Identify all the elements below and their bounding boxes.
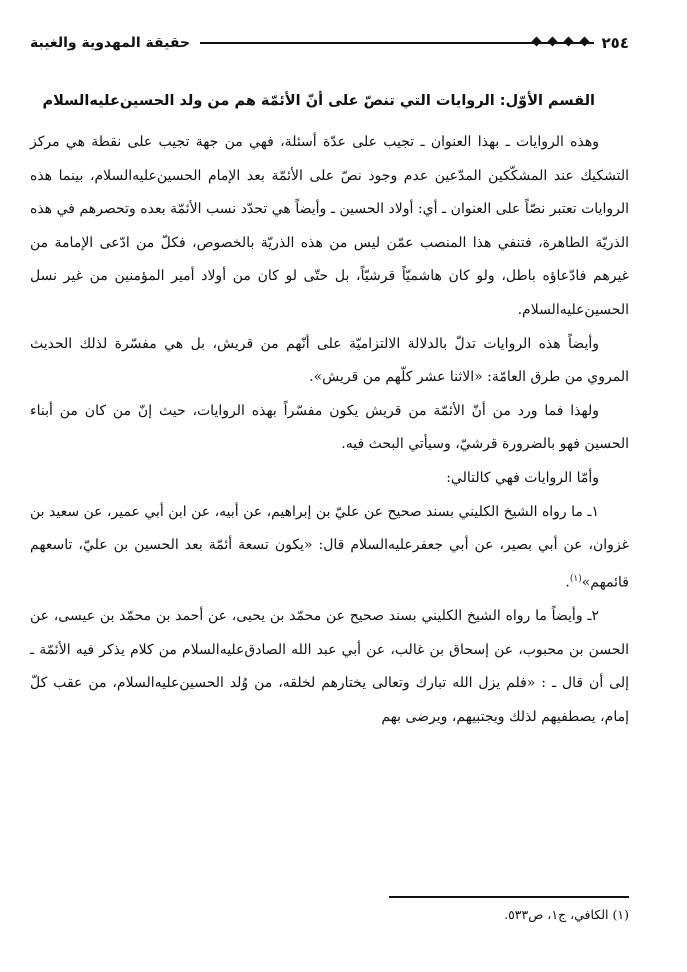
paragraph-5: ١ـ ما رواه الشيخ الكليني بسند صحيح عن عليّ بن إبراهيم، عن أبيه، عن ابن أبي عمير، عن سعيد بن غزوان، عن أبي بصير، عن أبي جعفر‌عليه‌السلام قال: «يكون تسعة أئمّة بعد الحسين بن عليّ، تاسعهم قائمهم»$^{(١)}$. bbox=[30, 503, 629, 591]
page-number: ٢٥٤ bbox=[601, 34, 629, 52]
page-header bbox=[30, 30, 629, 56]
footnote-marker: (١) bbox=[569, 573, 582, 584]
paragraph-1: وهذه الروايات ـ بهذا العنوان ـ تجيب على عدّة أسئلة، فهي من جهة تجيب على نقطة هي مركز التشكيك عند المشكّكين المدّعين عدم وجود نصّ على الأئمّة بعد الإمام الحسين‌عليه‌السلام، بينما هذه الروايات تعتبر نصّاً على العنوان ـ أي: أولاد الحسين ـ وأيضاً هي تحدّد نسب الأئمّة بعده وتحصرهم في هذه الذريّة الطاهرة، فتنفي هذا المنصب عمّن ليس من هذه الذريّة بالخصوص، فكلّ من ادّعى الإمامة من غيرهم فادّعاؤه باطل، ولو كان هاشميّاً قرشيّاً، بل حتّى لو كان من أولاد أمير المؤمنين من غير نسل الحسين‌عليه‌السلام. bbox=[30, 134, 629, 318]
header-rule bbox=[200, 42, 594, 44]
footnote-divider bbox=[389, 896, 629, 898]
paragraph-4: وأمّا الروايات فهي كالتالي: bbox=[446, 469, 599, 486]
running-title: حقيقة المهدوية والغيبة bbox=[30, 35, 190, 51]
footnote: (١) الكافي، ج١، ص٥٣٣. bbox=[504, 907, 629, 922]
paragraph-6: ٢ـ وأيضاً ما رواه الشيخ الكليني بسند صحيح عن محمّد بن يحيى، عن أحمد بن محمّد بن عيسى، عن الحسن بن محبوب، عن إسحاق بن غالب، عن أبي عبد الله الصادق‌عليه‌السلام من كلام يذكر فيه الأئمّة ـ إلى أن قال ـ : «فلم يزل الله تبارك وتعالى يختارهم لخلقه، من وُلد الحسين‌عليه‌السلام، من عقب كلّ إمام، يصطفيهم لذلك ويجتبيهم، ويرضى بهم bbox=[30, 607, 629, 725]
section-title: القسم الأوّل: الروايات التي تنصّ على أنّ الأئمّة هم من ولد الحسين‌عليه‌السلام bbox=[42, 93, 595, 109]
page-body bbox=[30, 86, 629, 734]
paragraph-3: ولهذا فما ورد من أنّ الأئمّة من قريش يكون مفسّراً بهذه الروايات، حيث إنّ من كان من أبناء الحسين فهو بالضرورة قرشيّ، وسيأتي البحث فيه. bbox=[30, 402, 629, 453]
diamond-ornament-icon bbox=[533, 38, 588, 45]
paragraph-2: وأيضاً هذه الروايات تدلّ بالدلالة الالتزاميّة على أنّهم من قريش، بل هي مفسّرة لذلك الحديث المروي من طرق العامّة: «الاثنا عشر كلّهم من قريش». bbox=[30, 335, 629, 386]
paragraph-5-text: ١ـ ما رواه الشيخ الكليني بسند صحيح عن عليّ بن إبراهيم، عن أبيه، عن ابن أبي عمير، عن سعيد بن غزوان، عن أبي بصير، عن أبي جعفر‌عليه‌السلام قال: «يكون تسعة أئمّة بعد الحسين بن عليّ، تاسعهم قائمهم» bbox=[30, 503, 629, 591]
